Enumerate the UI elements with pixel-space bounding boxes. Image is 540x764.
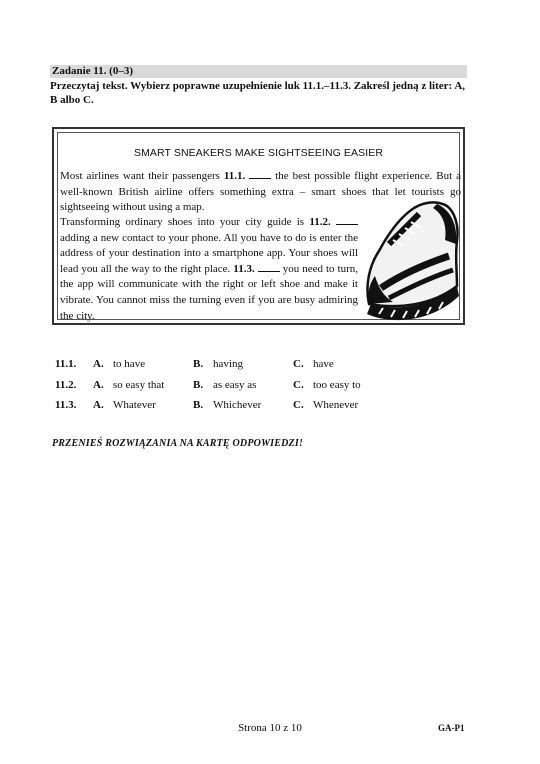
p2-before: Transforming ordinary shoes into your city guide is — [60, 216, 310, 228]
letter-b[interactable]: B. — [193, 399, 204, 412]
gap-11-2-label: 11.2. — [309, 216, 331, 228]
option-row-11-2 — [55, 375, 393, 396]
p1-before: Most airlines want their passengers — [60, 170, 224, 182]
option-c[interactable]: too easy to — [313, 378, 361, 391]
option-c[interactable]: have — [313, 358, 334, 371]
text-box-inner-border — [57, 132, 460, 320]
option-b[interactable]: Whichever — [213, 399, 262, 412]
task-instruction: Przeczytaj tekst. Wybierz poprawne uzupełnienie luk 11.1.–11.3. Zakreśl jedną z liter: A, B albo C. — [50, 80, 466, 106]
transfer-note: PRZENIEŚ ROZWIĄZANIA NA KARTĘ ODPOWIEDZI! — [52, 438, 304, 449]
letter-b[interactable]: B. — [193, 358, 204, 371]
option-a[interactable]: so easy that — [113, 378, 165, 391]
option-a[interactable]: to have — [113, 358, 146, 371]
letter-c[interactable]: C. — [293, 399, 304, 412]
p2-mid: adding a new contact to your phone. All you have to do is enter the address of your destination into a smartphone app. Your shoes will lead you all the way to the right place. — [60, 231, 358, 275]
gap-11-2-blank — [336, 215, 358, 225]
reading-text-box — [52, 127, 465, 325]
letter-a[interactable]: A. — [93, 358, 104, 371]
gap-11-1-label: 11.1. — [223, 170, 246, 182]
gap-11-3-blank — [258, 262, 280, 272]
question-number: 11.2. — [55, 378, 77, 391]
letter-a[interactable]: A. — [93, 399, 104, 412]
question-number: 11.3. — [55, 399, 77, 412]
letter-c[interactable]: C. — [293, 358, 304, 371]
option-b[interactable]: as easy as — [213, 378, 257, 391]
sneaker-icon — [359, 196, 462, 326]
letter-b[interactable]: B. — [193, 378, 204, 391]
gap-11-1-blank — [249, 169, 271, 179]
exam-code: GA-P1 — [438, 723, 465, 733]
p1-after: the best possible flight experience. But a well-known British airline offers something extra – smart shoes that let tourists go sightseeing without using a map. — [60, 170, 462, 214]
letter-a[interactable]: A. — [93, 378, 104, 391]
option-c[interactable]: Whenever — [313, 399, 359, 412]
question-number: 11.1. — [55, 358, 77, 371]
letter-c[interactable]: C. — [293, 378, 304, 391]
p2-after: you need to turn, the app will communicate with the right or left shoe and make it vibrate. You cannot miss the turning even if you are busy admiring the city. — [60, 262, 358, 322]
paragraph-2 — [60, 215, 358, 324]
option-row-11-1 — [55, 354, 393, 375]
text-title: SMART SNEAKERS MAKE SIGHTSEEING EASIER — [133, 147, 384, 159]
page-number: Strona 10 z 10 — [238, 722, 302, 734]
option-a[interactable]: Whatever — [113, 399, 156, 412]
options-table — [55, 354, 393, 416]
task-header: Zadanie 11. (0–3) — [50, 65, 467, 78]
gap-11-3-label: 11.3. — [233, 262, 255, 275]
option-b[interactable]: having — [213, 358, 243, 371]
option-row-11-3 — [55, 395, 393, 416]
